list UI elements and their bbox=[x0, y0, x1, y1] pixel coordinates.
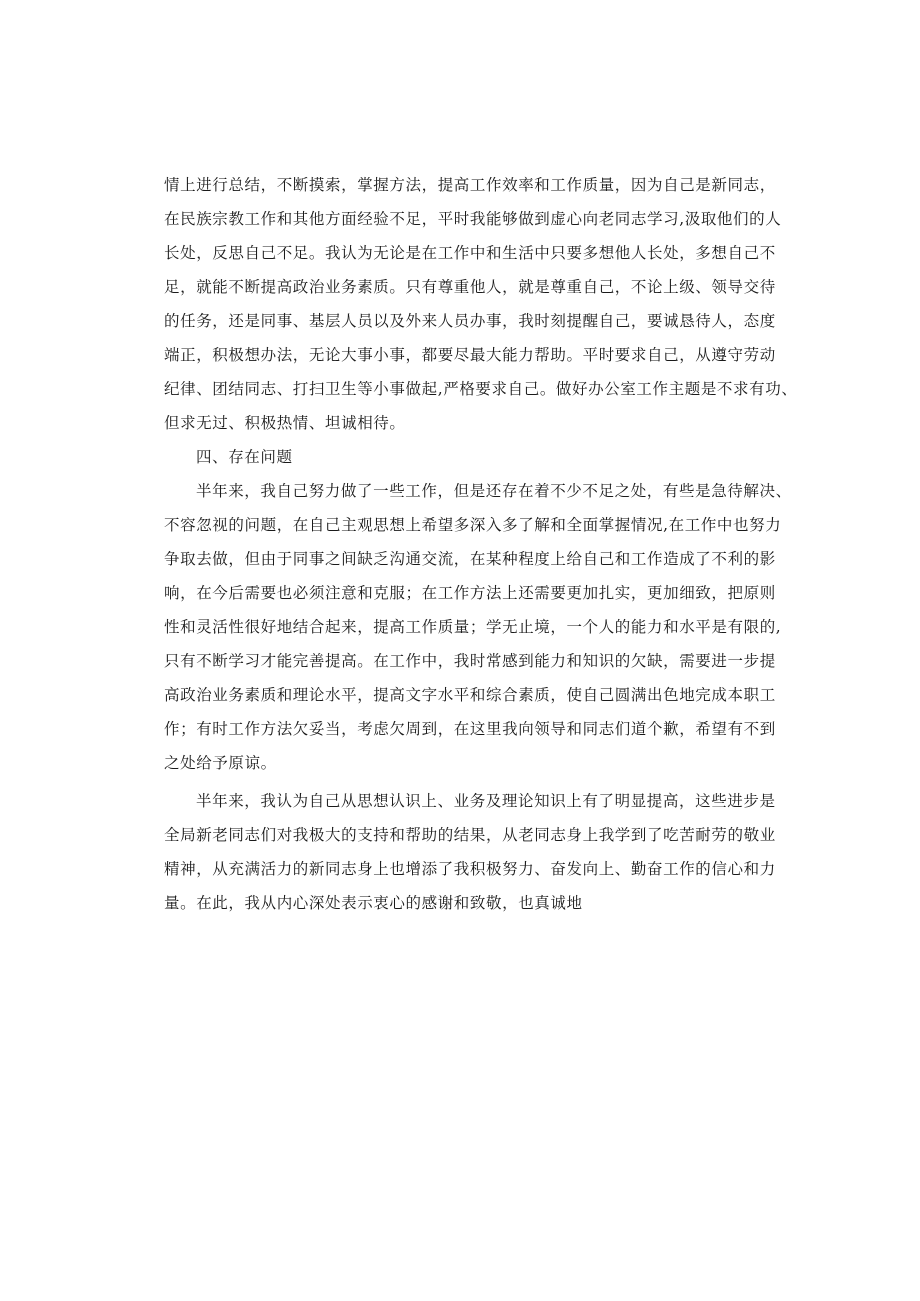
paragraph-line: 全局新老同志们对我极大的支持和帮助的结果，从老同志身上我学到了吃苦耐劳的敬业 bbox=[164, 826, 776, 844]
paragraph-line: 量。在此，我从内心深处表示衷心的感谢和致敬，也真诚地 bbox=[164, 894, 583, 912]
paragraph-line: 半年来，我自己努力做了一些工作，但是还存在着不少不足之处，有些是急待解决、 bbox=[196, 482, 792, 500]
paragraph-line: 纪律、团结同志、打扫卫生等小事做起,严格要求自己。做好办公室工作主题是不求有功、 bbox=[164, 380, 798, 398]
paragraph-line: 响，在今后需要也必须注意和克服；在工作方法上还需要更加扎实，更加细致，把原则 bbox=[164, 584, 776, 602]
paragraph-line: 只有不断学习才能完善提高。在工作中，我时常感到能力和知识的欠缺，需要进一步提 bbox=[164, 652, 776, 670]
paragraph-line: 精神，从充满活力的新同志身上也增添了我积极努力、奋发向上、勤奋工作的信心和力 bbox=[164, 860, 776, 878]
paragraph-line: 端正，积极想办法，无论大事小事，都要尽最大能力帮助。平时要求自己，从遵守劳动 bbox=[164, 346, 776, 364]
paragraph-line: 争取去做，但由于同事之间缺乏沟通交流，在某种程度上给自己和工作造成了不利的影 bbox=[164, 550, 776, 568]
section-heading: 四、存在问题 bbox=[196, 448, 293, 466]
paragraph-line: 之处给予原谅。 bbox=[164, 754, 277, 772]
paragraph-line: 半年来，我认为自己从思想认识上、业务及理论知识上有了明显提高，这些进步是 bbox=[196, 792, 776, 810]
paragraph-line: 的任务，还是同事、基层人员以及外来人员办事，我时刻提醒自己，要诚恳待人，态度 bbox=[164, 312, 776, 330]
paragraph-line: 性和灵活性很好地结合起来，提高工作质量；学无止境，一个人的能力和水平是有限的, bbox=[164, 618, 782, 636]
paragraph-line: 高政治业务素质和理论水平，提高文字水平和综合素质，使自己圆满出色地完成本职工 bbox=[164, 686, 776, 704]
paragraph-line: 长处，反思自己不足。我认为无论是在工作中和生活中只要多想他人长处，多想自己不 bbox=[164, 244, 776, 262]
paragraph-line: 在民族宗教工作和其他方面经验不足，平时我能够做到虚心向老同志学习,汲取他们的人 bbox=[164, 210, 782, 228]
paragraph-line: 情上进行总结，不断摸索，掌握方法，提高工作效率和工作质量，因为自己是新同志， bbox=[164, 176, 776, 194]
paragraph-line: 足，就能不断提高政治业务素质。只有尊重他人，就是尊重自己，不论上级、领导交待 bbox=[164, 278, 776, 296]
paragraph-line: 不容忽视的问题，在自己主观思想上希望多深入多了解和全面掌握情况,在工作中也努力 bbox=[164, 516, 782, 534]
paragraph-line: 但求无过、积极热情、坦诚相待。 bbox=[164, 414, 406, 432]
paragraph-line: 作；有时工作方法欠妥当，考虑欠周到，在这里我向领导和同志们道个歉，希望有不到 bbox=[164, 720, 776, 738]
